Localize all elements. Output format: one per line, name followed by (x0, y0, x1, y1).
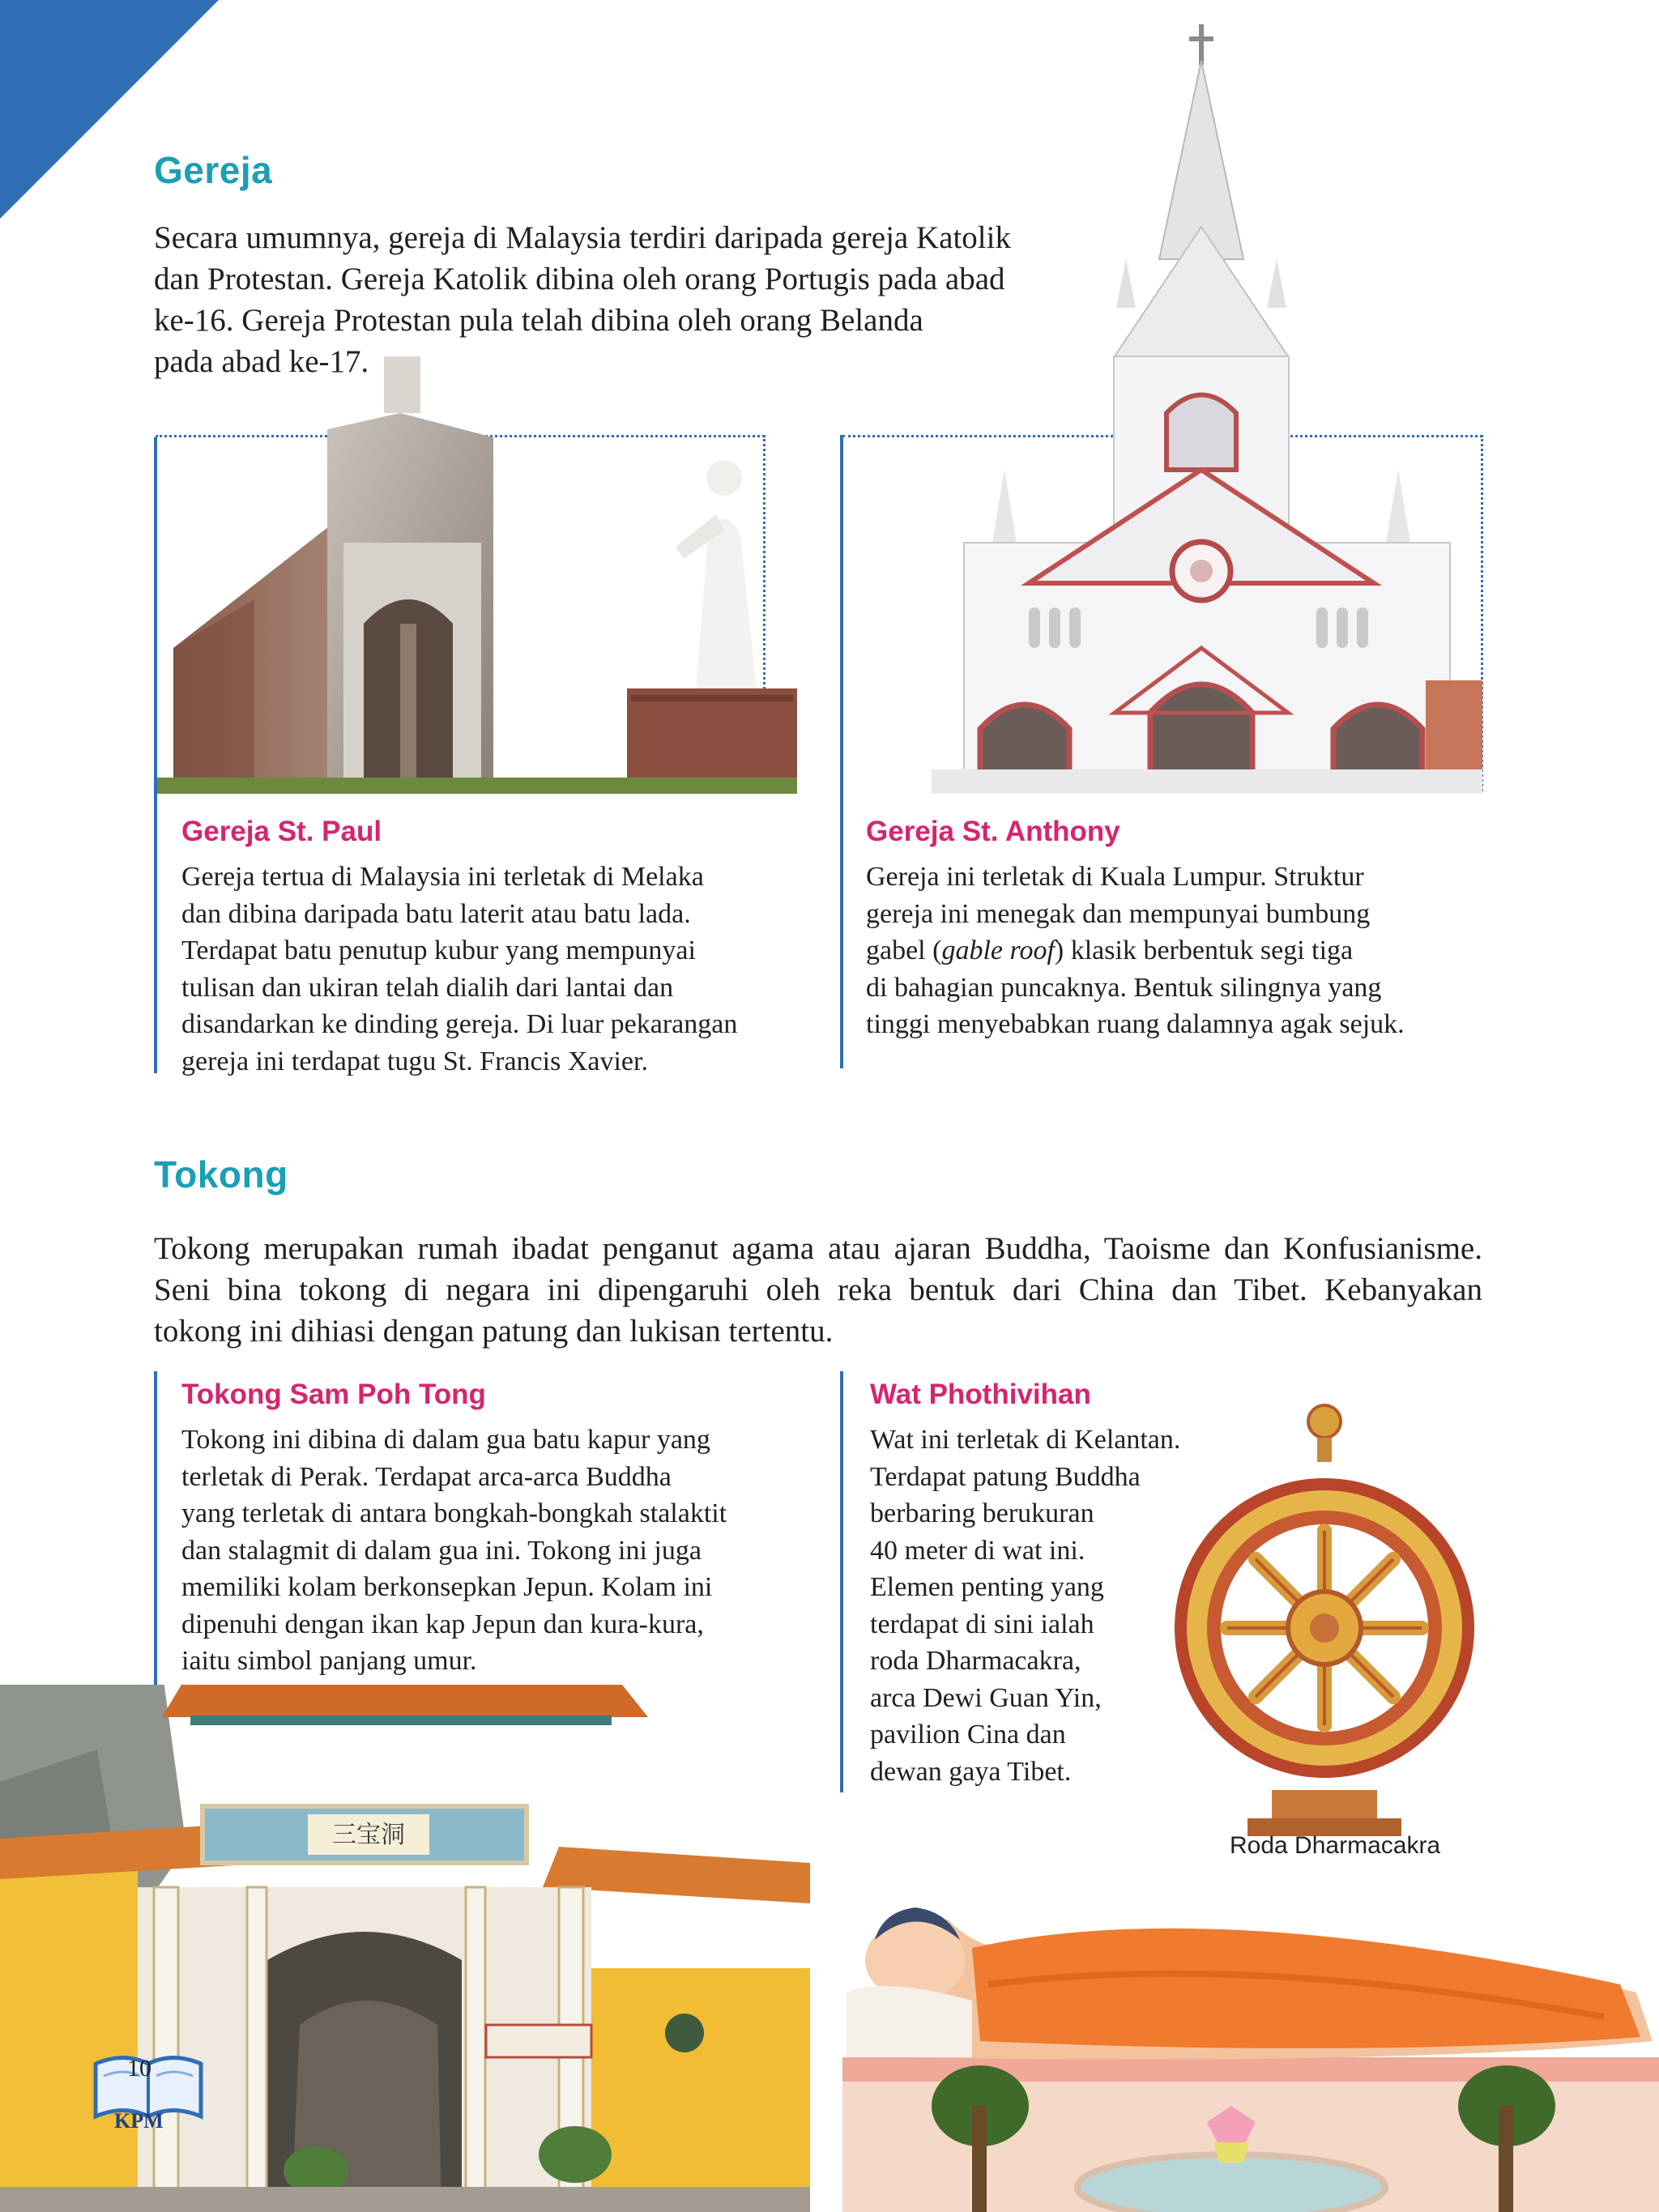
accent-bar-wat-phothivihan (840, 1371, 843, 1792)
tokong-intro (154, 1228, 1482, 1352)
tokong-intro-line: tokong ini dihiasi dengan patung dan lukisan tertentu. (154, 1314, 834, 1349)
gereja-intro-line: dan Protestan. Gereja Katolik dibina oleh orang Portugis pada abad (154, 262, 1005, 296)
sam-poh-tong-line: memiliki kolam berkonsepkan Jepun. Kolam ini (181, 1572, 713, 1602)
tokong-intro-line: Tokong merupakan rumah ibadat penganut agama atau ajaran Buddha, Taoisme dan Konfusianisme. (154, 1231, 1482, 1266)
sam-poh-tong-line: Tokong ini dibina di dalam gua batu kapur yang (181, 1425, 710, 1455)
wat-line: dewan gaya Tibet. (870, 1756, 1072, 1787)
st-anthony-line: Gereja ini terletak di Kuala Lumpur. Struktur (866, 862, 1364, 892)
gereja-intro-line: ke-16. Gereja Protestan pula telah dibina oleh orang Belanda (154, 303, 923, 338)
st-anthony-line: gereja ini menegak dan mempunyai bumbung (866, 898, 1371, 929)
wat-line: Elemen penting yang (870, 1572, 1104, 1602)
wat-line: roda Dharmacakra, (870, 1646, 1081, 1676)
sam-poh-tong-line: terletak di Perak. Terdapat arca-arca Buddha (181, 1461, 672, 1492)
st-anthony-line: tinggi menyebabkan ruang dalamnya agak sejuk. (866, 1009, 1405, 1039)
page-number: 10 (127, 2055, 151, 2082)
sam-poh-tong-line: iaitu simbol panjang umur. (181, 1646, 477, 1676)
dharmacakra-wheel-image (1166, 1401, 1482, 1839)
st-anthony-description (866, 859, 1482, 1043)
st-paul-line: dan dibina daripada batu laterit atau batu lada. (181, 898, 691, 929)
sam-poh-tong-line: yang terletak di antara bongkah-bongkah stalaktit (181, 1498, 727, 1528)
section-heading-gereja: Gereja (154, 149, 273, 191)
wat-line: arca Dewi Guan Yin, (870, 1682, 1102, 1713)
accent-bar-sam-poh-tong (154, 1371, 157, 1687)
section-heading-tokong: Tokong (154, 1153, 288, 1196)
kpm-logo-text: KPM (114, 2109, 164, 2133)
sam-poh-tong-title: Tokong Sam Poh Tong (181, 1379, 486, 1410)
st-anthony-title: Gereja St. Anthony (866, 816, 1120, 847)
st-paul-title: Gereja St. Paul (181, 816, 382, 847)
st-paul-line: disandarkan ke dinding gereja. Di luar pekarangan (181, 1009, 738, 1039)
gable-roof-term: gable roof (941, 936, 1055, 965)
wat-phothivihan-title: Wat Phothivihan (870, 1379, 1091, 1410)
st-anthony-church-photo (932, 16, 1482, 794)
sam-poh-tong-line: dipenuhi dengan ikan kap Jepun dan kura-kura, (181, 1609, 704, 1639)
st-anthony-line (866, 932, 1482, 970)
st-paul-description (181, 859, 797, 1080)
st-paul-line: Gereja tertua di Malaysia ini terletak di Melaka (181, 862, 704, 892)
gereja-intro-line: pada abad ke-17. (154, 344, 369, 379)
tokong-intro-line: Seni bina tokong di negara ini dipengaruhi oleh reka bentuk dari China dan Tibet. Kebanyakan (154, 1272, 1482, 1307)
reclining-buddha-photo (842, 1863, 1659, 2212)
accent-bar-st-anthony (840, 435, 843, 1068)
st-paul-line: tulisan dan ukiran telah dialih dari lantai dan (181, 972, 674, 1003)
wat-line: pavilion Cina dan (870, 1720, 1066, 1750)
wat-line: Terdapat patung Buddha (870, 1461, 1141, 1492)
wat-line: Wat ini terletak di Kelantan. (870, 1425, 1181, 1455)
gereja-intro-line: Secara umumnya, gereja di Malaysia terdiri daripada gereja Katolik (154, 220, 1011, 255)
st-paul-line: gereja ini terdapat tugu St. Francis Xavier. (181, 1046, 648, 1076)
wat-line: 40 meter di wat ini. (870, 1535, 1085, 1566)
st-anthony-line-part: ) klasik berbentuk segi tiga (1054, 936, 1354, 965)
wat-line: terdapat di sini ialah (870, 1609, 1094, 1639)
sam-poh-tong-line: dan stalagmit di dalam gua ini. Tokong ini juga (181, 1535, 702, 1566)
sam-poh-tong-description (181, 1421, 813, 1680)
temple-sign-text: 三宝洞 (332, 1821, 405, 1849)
st-anthony-line-part: gabel ( (866, 936, 942, 965)
st-paul-line: Terdapat batu penutup kubur yang mempunyai (181, 936, 696, 965)
wat-line: berbaring berukuran (870, 1498, 1094, 1528)
st-paul-church-photo (157, 356, 797, 794)
st-anthony-line: di bahagian puncaknya. Bentuk silingnya yang (866, 972, 1382, 1003)
wheel-caption: Roda Dharmacakra (1230, 1832, 1441, 1859)
